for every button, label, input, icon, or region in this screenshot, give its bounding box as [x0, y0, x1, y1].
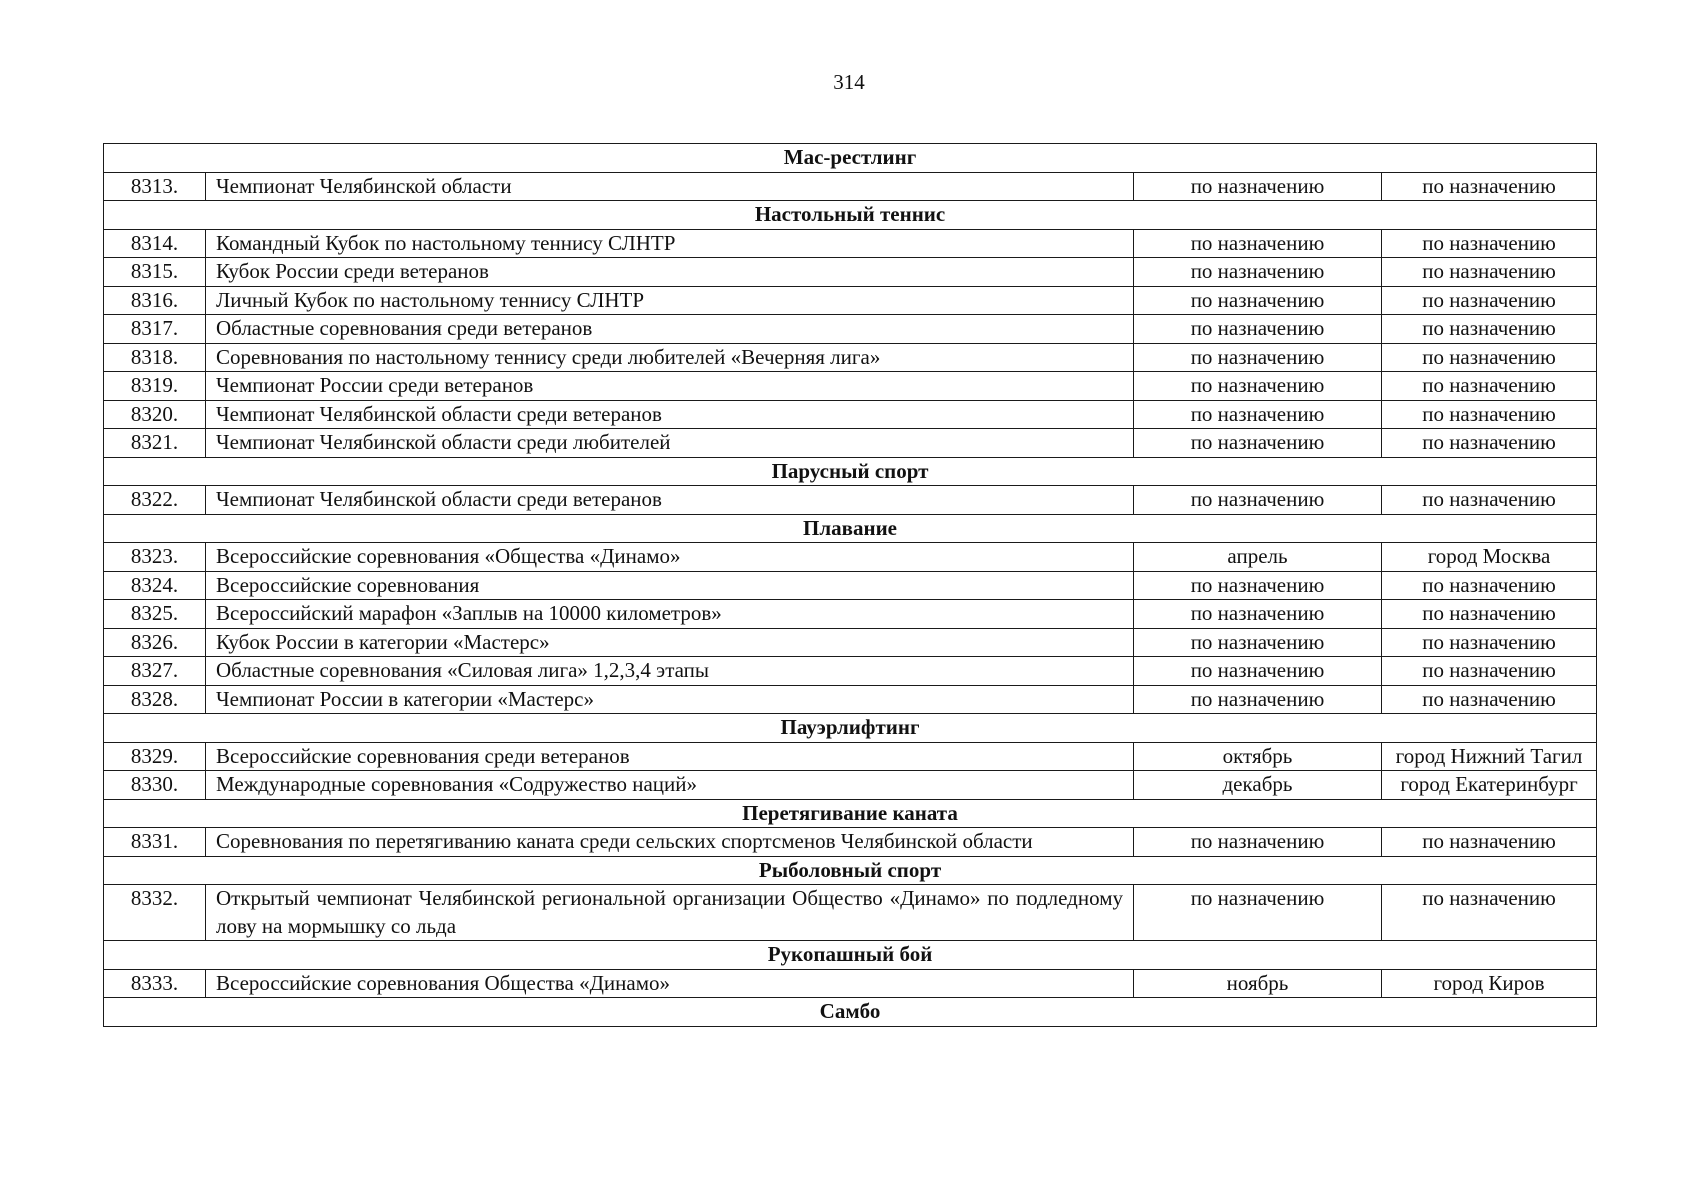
event-name: Всероссийский марафон «Заплыв на 10000 километров»: [206, 600, 1134, 629]
event-number: 8323.: [104, 543, 206, 572]
event-date: по назначению: [1134, 429, 1382, 458]
events-table-body: [104, 144, 1597, 1027]
event-number: 8326.: [104, 628, 206, 657]
event-number: 8331.: [104, 828, 206, 857]
event-place: город Нижний Тагил: [1382, 742, 1597, 771]
event-place: по назначению: [1382, 486, 1597, 515]
event-date: по назначению: [1134, 286, 1382, 315]
event-number: 8332.: [104, 885, 206, 941]
section-title: Пауэрлифтинг: [104, 714, 1597, 743]
page-number: 314: [833, 70, 865, 94]
section-title: Парусный спорт: [104, 457, 1597, 486]
event-date: апрель: [1134, 543, 1382, 572]
event-name: Чемпионат Челябинской области среди любителей: [206, 429, 1134, 458]
event-date: декабрь: [1134, 771, 1382, 800]
event-name: Чемпионат Челябинской области среди ветеранов: [206, 400, 1134, 429]
event-place: по назначению: [1382, 828, 1597, 857]
event-name: Чемпионат Челябинской области: [206, 172, 1134, 201]
event-place: по назначению: [1382, 286, 1597, 315]
section-header-row: [104, 514, 1597, 543]
event-place: по назначению: [1382, 657, 1597, 686]
event-number: 8333.: [104, 969, 206, 998]
event-date: по назначению: [1134, 571, 1382, 600]
section-header-row: [104, 457, 1597, 486]
event-name: Кубок России в категории «Мастерс»: [206, 628, 1134, 657]
event-place: по назначению: [1382, 600, 1597, 629]
event-name: Чемпионат России среди ветеранов: [206, 372, 1134, 401]
event-place: по назначению: [1382, 172, 1597, 201]
event-place: по назначению: [1382, 258, 1597, 287]
events-table: [103, 143, 1597, 1027]
section-title: Настольный теннис: [104, 201, 1597, 230]
event-date: по назначению: [1134, 828, 1382, 857]
section-title: Мас-рестлинг: [104, 144, 1597, 173]
section-title: Перетягивание каната: [104, 799, 1597, 828]
table-row: [104, 486, 1597, 515]
event-name: Международные соревнования «Содружество наций»: [206, 771, 1134, 800]
table-row: [104, 286, 1597, 315]
event-date: по назначению: [1134, 372, 1382, 401]
table-row: [104, 828, 1597, 857]
section-header-row: [104, 998, 1597, 1027]
event-place: по назначению: [1382, 685, 1597, 714]
event-number: 8321.: [104, 429, 206, 458]
event-number: 8322.: [104, 486, 206, 515]
table-row: [104, 172, 1597, 201]
table-row: [104, 885, 1597, 941]
event-number: 8324.: [104, 571, 206, 600]
event-date: по назначению: [1134, 600, 1382, 629]
table-row: [104, 628, 1597, 657]
section-header-row: [104, 201, 1597, 230]
event-number: 8314.: [104, 229, 206, 258]
event-date: по назначению: [1134, 258, 1382, 287]
event-name: Открытый чемпионат Челябинской региональной организации Общество «Динамо» по подледному лову на мормышку со льда: [206, 885, 1134, 941]
table-row: [104, 229, 1597, 258]
event-number: 8316.: [104, 286, 206, 315]
event-place: город Екатеринбург: [1382, 771, 1597, 800]
section-header-row: [104, 714, 1597, 743]
section-title: Рукопашный бой: [104, 941, 1597, 970]
table-row: [104, 315, 1597, 344]
event-number: 8327.: [104, 657, 206, 686]
event-name: Областные соревнования среди ветеранов: [206, 315, 1134, 344]
event-number: 8317.: [104, 315, 206, 344]
section-title: Плавание: [104, 514, 1597, 543]
event-place: по назначению: [1382, 628, 1597, 657]
event-place: город Киров: [1382, 969, 1597, 998]
event-date: ноябрь: [1134, 969, 1382, 998]
table-row: [104, 742, 1597, 771]
event-date: по назначению: [1134, 343, 1382, 372]
event-number: 8325.: [104, 600, 206, 629]
event-name: Чемпионат России в категории «Мастерс»: [206, 685, 1134, 714]
event-date: по назначению: [1134, 315, 1382, 344]
event-date: по назначению: [1134, 229, 1382, 258]
section-header-row: [104, 144, 1597, 173]
event-number: 8330.: [104, 771, 206, 800]
table-row: [104, 657, 1597, 686]
event-date: по назначению: [1134, 628, 1382, 657]
table-row: [104, 400, 1597, 429]
table-row: [104, 771, 1597, 800]
event-place: по назначению: [1382, 885, 1597, 941]
event-date: октябрь: [1134, 742, 1382, 771]
table-row: [104, 258, 1597, 287]
event-number: 8319.: [104, 372, 206, 401]
event-place: по назначению: [1382, 343, 1597, 372]
event-name: Всероссийские соревнования «Общества «Динамо»: [206, 543, 1134, 572]
section-header-row: [104, 941, 1597, 970]
event-number: 8329.: [104, 742, 206, 771]
event-number: 8313.: [104, 172, 206, 201]
table-row: [104, 343, 1597, 372]
table-row: [104, 429, 1597, 458]
event-place: по назначению: [1382, 372, 1597, 401]
event-place: по назначению: [1382, 229, 1597, 258]
section-header-row: [104, 799, 1597, 828]
event-number: 8328.: [104, 685, 206, 714]
event-place: по назначению: [1382, 571, 1597, 600]
event-date: по назначению: [1134, 172, 1382, 201]
event-date: по назначению: [1134, 657, 1382, 686]
event-name: Чемпионат Челябинской области среди ветеранов: [206, 486, 1134, 515]
event-name: Всероссийские соревнования: [206, 571, 1134, 600]
event-name: Всероссийские соревнования среди ветеранов: [206, 742, 1134, 771]
table-row: [104, 543, 1597, 572]
event-number: 8318.: [104, 343, 206, 372]
event-name: Всероссийские соревнования Общества «Динамо»: [206, 969, 1134, 998]
event-number: 8320.: [104, 400, 206, 429]
event-date: по назначению: [1134, 486, 1382, 515]
event-name: Областные соревнования «Силовая лига» 1,2,3,4 этапы: [206, 657, 1134, 686]
event-number: 8315.: [104, 258, 206, 287]
event-name: Личный Кубок по настольному теннису СЛНТР: [206, 286, 1134, 315]
table-row: [104, 600, 1597, 629]
event-name: Командный Кубок по настольному теннису СЛНТР: [206, 229, 1134, 258]
section-title: Рыболовный спорт: [104, 856, 1597, 885]
table-row: [104, 969, 1597, 998]
event-date: по назначению: [1134, 400, 1382, 429]
section-title: Самбо: [104, 998, 1597, 1027]
section-header-row: [104, 856, 1597, 885]
table-row: [104, 571, 1597, 600]
table-row: [104, 685, 1597, 714]
event-place: по назначению: [1382, 315, 1597, 344]
event-name: Кубок России среди ветеранов: [206, 258, 1134, 287]
table-row: [104, 372, 1597, 401]
event-name: Соревнования по перетягиванию каната среди сельских спортсменов Челябинской области: [206, 828, 1134, 857]
event-place: город Москва: [1382, 543, 1597, 572]
event-date: по назначению: [1134, 885, 1382, 941]
event-date: по назначению: [1134, 685, 1382, 714]
event-place: по назначению: [1382, 429, 1597, 458]
event-place: по назначению: [1382, 400, 1597, 429]
event-name: Соревнования по настольному теннису среди любителей «Вечерняя лига»: [206, 343, 1134, 372]
